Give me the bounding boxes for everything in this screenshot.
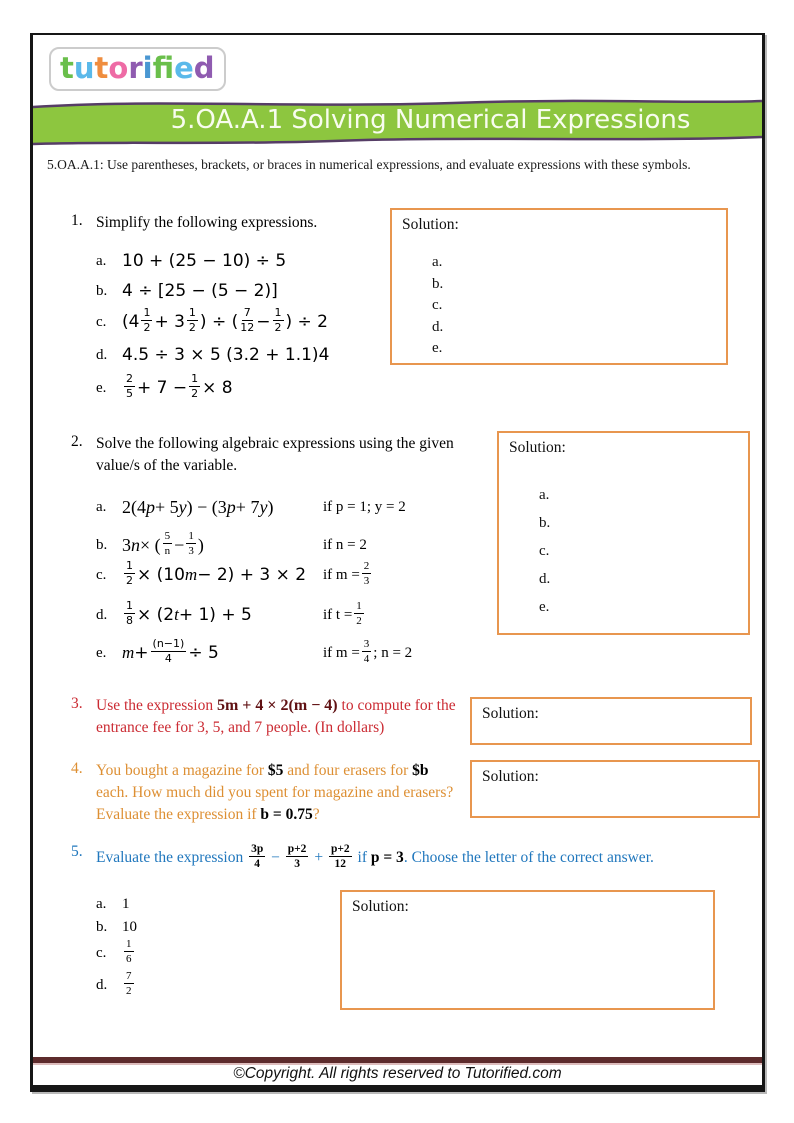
item-letter: a. (96, 498, 107, 515)
item-letter: b. (96, 282, 108, 299)
logo-letters (60, 51, 215, 85)
tutorified-logo (49, 47, 226, 91)
solution-item-label: a. (539, 487, 550, 503)
fraction: $\frac{1}{2}$ (191, 372, 199, 400)
fraction: $\frac{7}{12}$ (240, 306, 255, 334)
standard-description: 5.OA.A.1: Use parentheses, brackets, or braces in numerical expressions, and evaluate expressions with these symbols. (47, 157, 691, 172)
logo-letter: u (73, 51, 95, 85)
q1-item-e (96, 370, 756, 406)
solution-label: Solution: (482, 768, 539, 785)
fraction: $\frac{7}{2}$ (126, 970, 132, 997)
choice-letter: d. (96, 976, 108, 993)
item-letter: c. (96, 313, 107, 330)
logo-letter: e (174, 51, 194, 85)
solution-item-label: a. (432, 254, 443, 270)
question-text: Use the expression 5m + 4 × 2(m − 4) to compute for the entrance fee for 3, 5, and 7 people. (In dollars) (96, 697, 456, 736)
fraction: $\frac{1}{2}$ (126, 559, 133, 587)
item-letter: d. (96, 346, 108, 363)
solution-label: Solution: (352, 898, 409, 915)
solution-label: Solution: (402, 216, 459, 233)
math-expression: $\frac{1}{8}$ × (2 t + 1) + 5 (126, 599, 252, 627)
question-prompt: Solve the following algebraic expressions using the given value/s of the variable. (96, 435, 454, 474)
logo-letter: i (142, 51, 153, 85)
math-expression: (4 $\frac{1}{2}$ + 3 $\frac{1}{2}$ ) ÷ ( $\frac{7}{12}$ − $\frac{1}{2}$ ) ÷ 2 (122, 306, 328, 334)
fraction: $\frac{3}{4}$ (363, 638, 370, 665)
choice-value (122, 971, 136, 998)
question-number: 4. (71, 760, 83, 777)
choice-value (122, 939, 136, 966)
variable-condition: if p = 1; y = 2 (323, 498, 406, 515)
variable-condition: if t = $\frac{1}{2}$ (323, 600, 362, 627)
math-expression: 10 + (25 − 10) ÷ 5 (122, 251, 287, 271)
logo-letter: d (193, 51, 215, 85)
math-expression: 4.5 ÷ 3 × 5 (3.2 + 1.1)4 (122, 345, 330, 365)
question-prompt: Simplify the following expressions. (96, 214, 318, 231)
solution-item-label: d. (539, 571, 551, 587)
solution-item-label: c. (432, 297, 443, 313)
fraction: $\frac{1}{6}$ (126, 938, 132, 965)
question-number: 5. (71, 843, 83, 860)
solution-item-label: e. (432, 340, 443, 356)
math-expression: 3 n × ( $\frac{5}{n}$ − $\frac{1}{3}$ ) (122, 530, 204, 557)
solution-item-list (539, 481, 550, 621)
solution-box-5 (340, 890, 715, 1010)
logo-letter: f (152, 51, 175, 85)
logo-letter: t (94, 51, 109, 85)
variable-condition: if n = 2 (323, 536, 367, 553)
question-2 (71, 433, 488, 477)
item-letter: e. (96, 379, 107, 396)
logo-letter: t (60, 51, 74, 85)
solution-box-3 (470, 697, 752, 745)
question-4 (71, 760, 456, 826)
page-frame (30, 33, 765, 1092)
fraction: $\frac{3p}{4}$ (251, 843, 264, 871)
solution-label: Solution: (509, 439, 566, 456)
fraction: $\frac{p+2}{12}$ (330, 843, 350, 871)
question-number: 1. (71, 212, 83, 229)
choice-value: 10 (122, 918, 137, 935)
solution-box-2 (497, 431, 750, 635)
variable-condition: if m = $\frac{2}{3}$ (323, 560, 370, 587)
fraction: $\frac{1}{8}$ (126, 599, 133, 627)
question-text: You bought a magazine for $5 and four erasers for $b each. How much did you spent for magazine and erasers? Evaluate the expression if b = 0.75? (96, 762, 454, 823)
math-expression: 4 ÷ [25 − (5 − 2)] (122, 281, 278, 301)
math-expression: $\frac{2}{5}$ + 7 − $\frac{1}{2}$ × 8 (126, 372, 233, 400)
solution-item-label: d. (432, 318, 444, 335)
solution-item-label: b. (432, 275, 444, 292)
choice-letter: b. (96, 918, 108, 935)
fraction: $\frac{2}{5}$ (126, 372, 133, 400)
question-number: 2. (71, 433, 83, 450)
choice-value: 1 (122, 895, 130, 912)
item-letter: e. (96, 644, 107, 661)
solution-item-label: e. (539, 599, 550, 615)
choice-letter: c. (96, 944, 107, 961)
item-letter: c. (96, 566, 107, 583)
question-3 (71, 695, 476, 739)
solution-item-label: c. (539, 543, 550, 559)
question-5 (71, 843, 741, 873)
footer-divider-bar (33, 1057, 762, 1063)
solution-label: Solution: (482, 705, 539, 722)
logo-letter: o (108, 51, 129, 85)
fraction: $\frac{1}{2}$ (274, 306, 282, 334)
copyright-text: ©Copyright. All rights reserved to Tutorified.com (233, 1065, 562, 1082)
logo-letter: r (128, 51, 143, 85)
item-letter: b. (96, 536, 108, 553)
question-text: Evaluate the expression $\frac{3p}{4}$ − $\frac{p+2}{3}$ + $\frac{p+2}{12}$ if p = 3. Choose the letter of the correct answer. (96, 843, 654, 871)
fraction: $\frac{1}{3}$ (188, 530, 194, 557)
solution-box-4 (470, 760, 760, 818)
solution-item-label: b. (539, 515, 551, 531)
fraction: $\frac{5}{n}$ (164, 530, 171, 557)
math-expression: 2(4 p + 5 y ) − (3 p + 7 y ) (122, 496, 274, 517)
fraction: $\frac{1}{2}$ (356, 600, 362, 627)
item-letter: d. (96, 606, 108, 623)
variable-condition: if m = $\frac{3}{4}$ ; n = 2 (323, 638, 413, 665)
math-expression: $\frac{1}{2}$ × (10 m − 2) + 3 × 2 (126, 559, 307, 587)
page-title: 5.OA.A.1 Solving Numerical Expressions (170, 105, 691, 135)
item-letter: a. (96, 252, 107, 269)
fraction: $\frac{1}{2}$ (143, 306, 151, 334)
solution-box-1 (390, 208, 728, 365)
question-number: 3. (71, 695, 83, 712)
fraction: $\frac{2}{3}$ (363, 560, 370, 587)
q2-item-e (96, 635, 756, 671)
fraction: $\frac{(n-1)}{4}$ (152, 637, 185, 665)
fraction: $\frac{p+2}{3}$ (287, 843, 307, 871)
solution-item-list (432, 252, 443, 360)
math-expression: m + $\frac{(n-1)}{4}$ ÷ 5 (122, 637, 219, 665)
fraction: $\frac{1}{2}$ (188, 306, 196, 334)
choice-letter: a. (96, 895, 107, 912)
